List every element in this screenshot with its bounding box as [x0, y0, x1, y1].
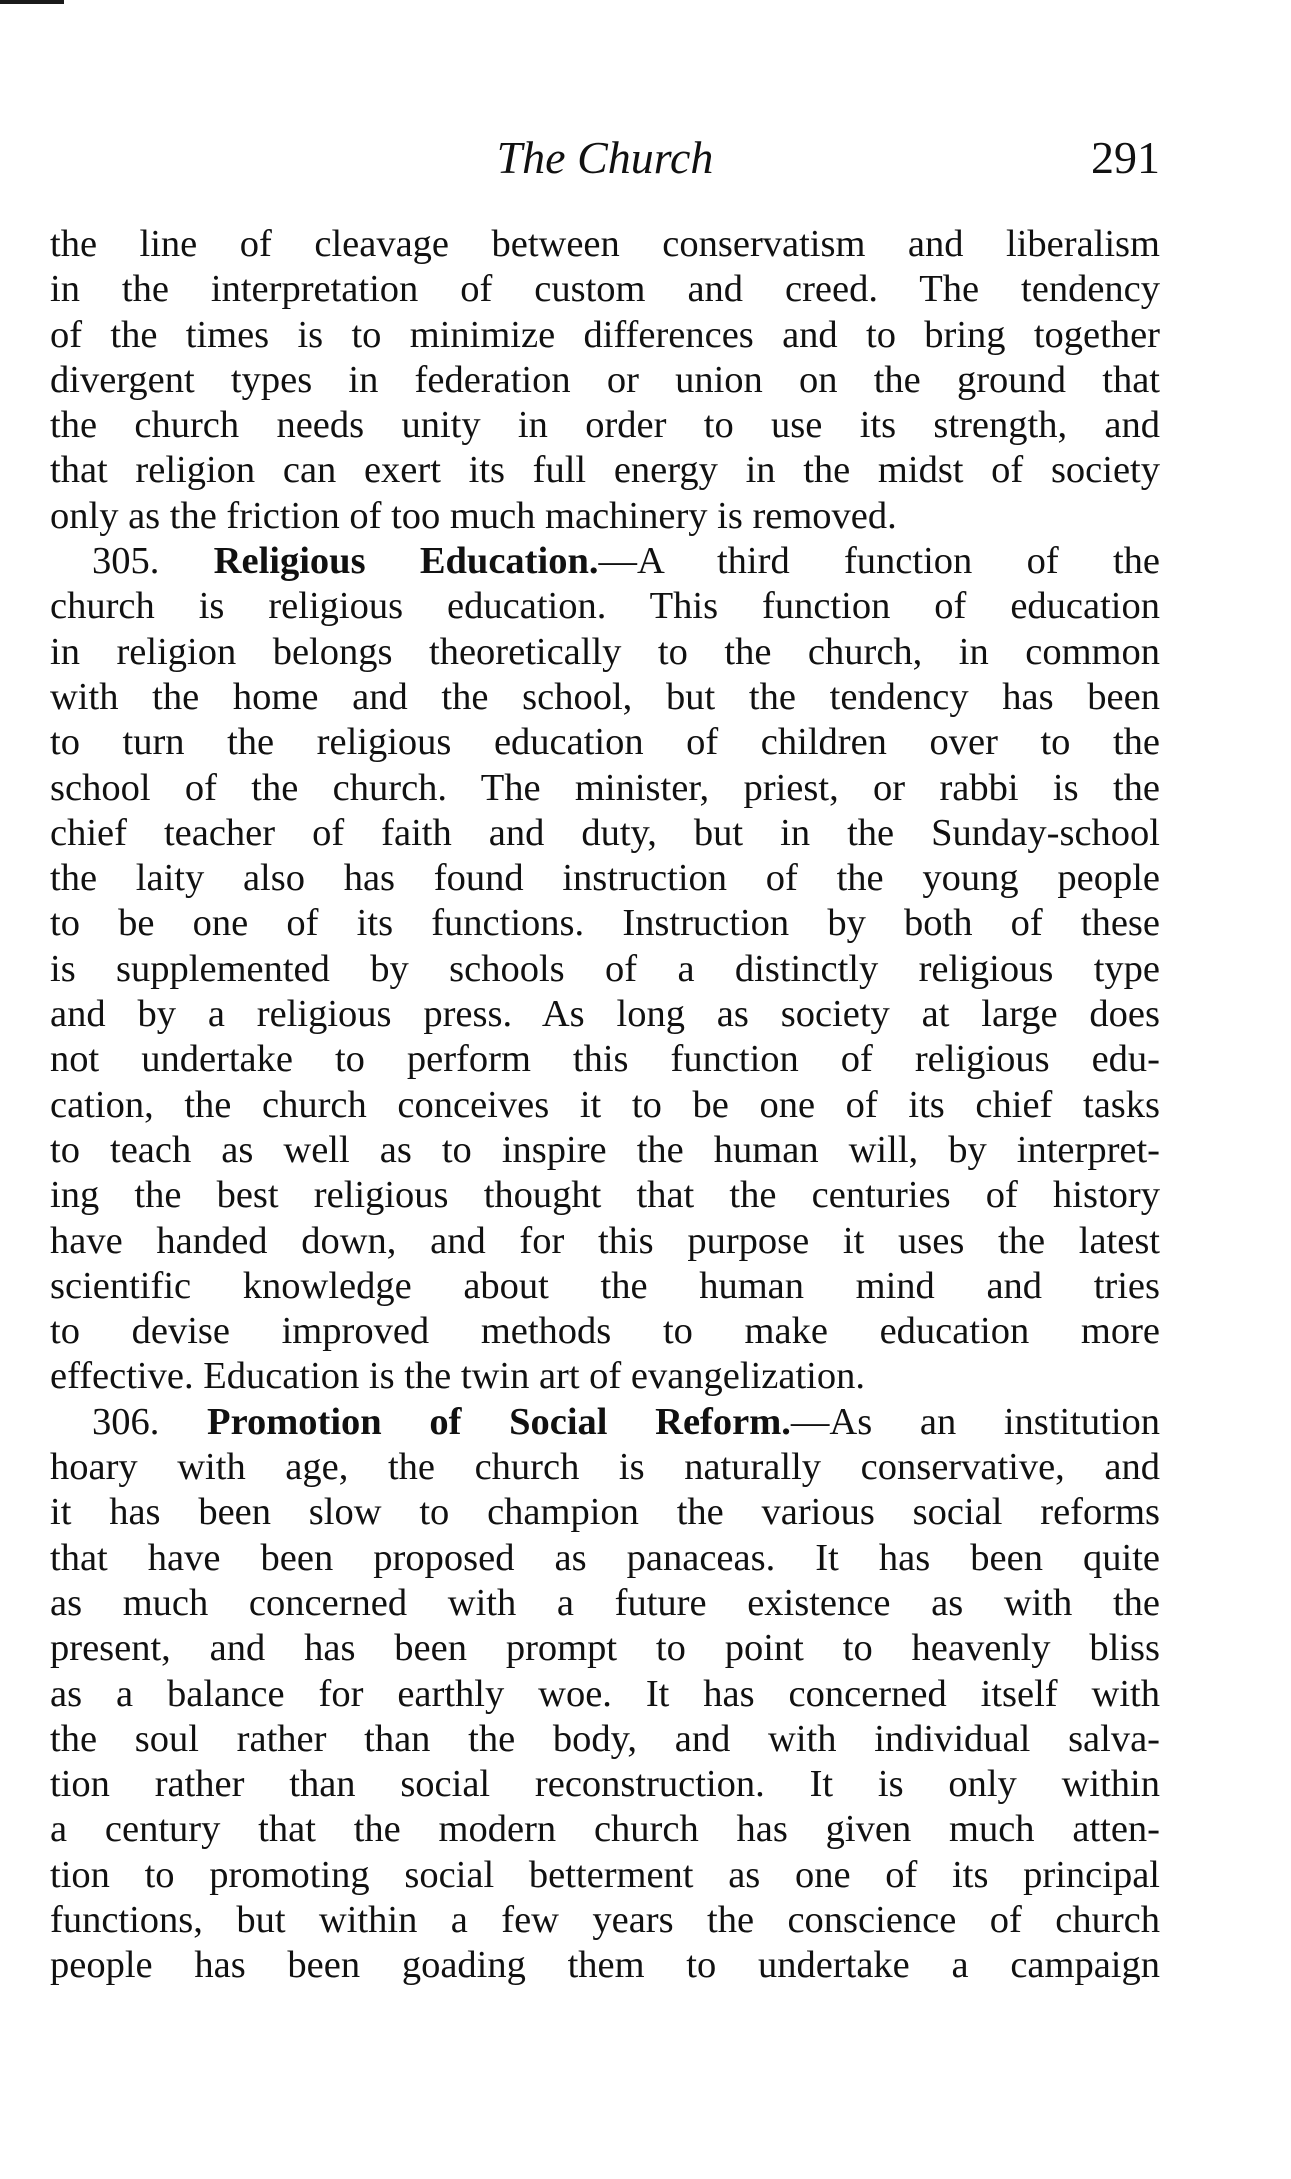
text-line: to devise improved methods to make education more [50, 1310, 1160, 1353]
text-line: and by a religious press. As long as society at large does [50, 993, 1160, 1036]
text-line: only as the friction of too much machinery is removed. [50, 494, 897, 537]
section-305-first-line [50, 539, 1160, 584]
text-line: of the times is to minimize differences and to bring together [50, 313, 1160, 356]
text-line: in religion belongs theoretically to the church, in common [50, 630, 1160, 673]
text-line: it has been slow to champion the various social reforms [50, 1491, 1160, 1534]
text-line: tion rather than social reconstruction. It is only within [50, 1763, 1160, 1806]
section-heading: Promotion of Social Reform. [207, 1400, 791, 1443]
text-line: not undertake to perform this function of religious edu- [50, 1038, 1160, 1081]
body-text [50, 222, 1160, 1989]
text-line: the line of cleavage between conservatism and liberalism [50, 223, 1160, 265]
text-line: cation, the church conceives it to be one of its chief tasks [50, 1083, 1160, 1126]
text-line: as a balance for earthly woe. It has concerned itself with [50, 1672, 1160, 1715]
text-line: tion to promoting social betterment as one of its principal [50, 1853, 1160, 1896]
text-line: is supplemented by schools of a distinctly religious type [50, 947, 1160, 990]
text-line: church is religious education. This function of education [50, 585, 1160, 628]
text-line: to teach as well as to inspire the human will, by interpret- [50, 1128, 1160, 1171]
scan-edge-mark [0, 0, 64, 4]
text-line: scientific knowledge about the human mind and tries [50, 1264, 1160, 1307]
section-306-first-line [50, 1400, 1160, 1445]
text-line: divergent types in federation or union on the ground that [50, 358, 1160, 401]
text-line: to turn the religious education of children over to the [50, 721, 1160, 764]
text-line: that have been proposed as panaceas. It has been quite [50, 1536, 1160, 1579]
text-line: chief teacher of faith and duty, but in the Sunday-school [50, 811, 1160, 854]
text-line: functions, but within a few years the conscience of church [50, 1898, 1160, 1941]
text-line: hoary with age, the church is naturally conservative, and [50, 1446, 1160, 1489]
text-line: the laity also has found instruction of the young people [50, 857, 1160, 900]
section-number: 305. [92, 540, 160, 583]
page-header [50, 128, 1160, 188]
text-line: with the home and the school, but the tendency has been [50, 675, 1160, 718]
text-line: ing the best religious thought that the centuries of history [50, 1174, 1160, 1217]
text-line: have handed down, and for this purpose it uses the latest [50, 1219, 1160, 1262]
section-first-line-text: —As an institution [790, 1400, 1161, 1443]
text-line: effective. Education is the twin art of evangelization. [50, 1355, 865, 1398]
text-line: people has been goading them to undertake a campaign [50, 1944, 1160, 1987]
text-line: school of the church. The minister, priest, or rabbi is the [50, 766, 1160, 809]
text-line: present, and has been prompt to point to heavenly bliss [50, 1627, 1160, 1670]
page-number: 291 [1091, 132, 1160, 183]
text-line: the church needs unity in order to use its strength, and [50, 404, 1160, 447]
text-line: the soul rather than the body, and with individual salva- [50, 1717, 1160, 1760]
text-line: to be one of its functions. Instruction by both of these [50, 902, 1160, 945]
text-line: in the interpretation of custom and creed. The tendency [50, 268, 1160, 311]
text-line: that religion can exert its full energy in the midst of society [50, 449, 1160, 492]
running-head: The Church [496, 132, 714, 183]
section-first-line-text: —A third function of the [598, 540, 1160, 583]
section-heading: Religious Education. [213, 540, 599, 583]
text-line: a century that the modern church has given much atten- [50, 1808, 1160, 1851]
section-number: 306. [92, 1400, 160, 1443]
text-line: as much concerned with a future existence as with the [50, 1581, 1160, 1624]
